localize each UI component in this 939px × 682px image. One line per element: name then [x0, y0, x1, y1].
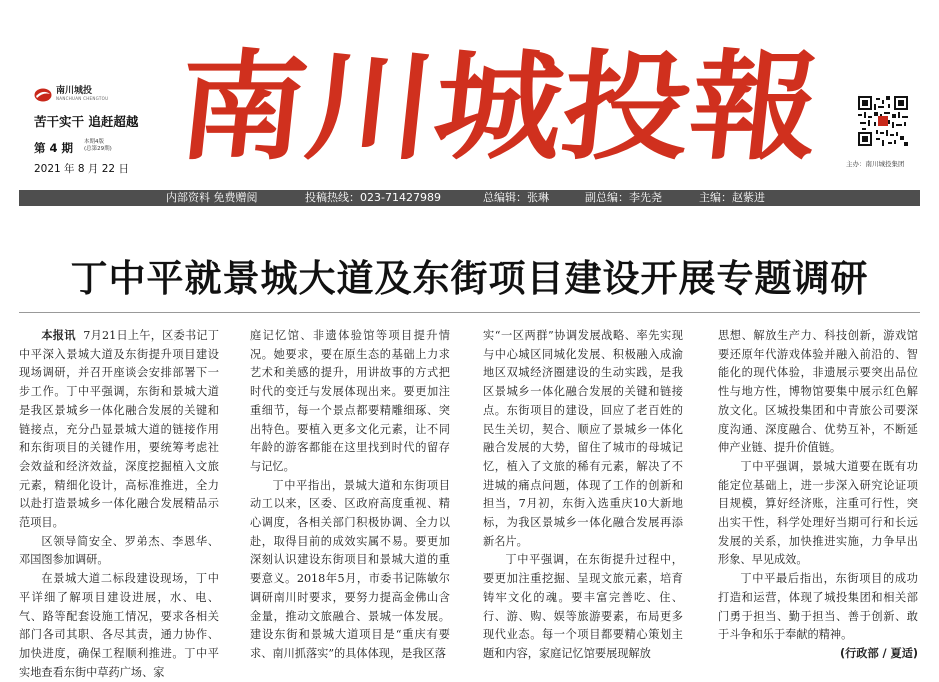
publisher-logo-subtext: NANCHUAN CHENGTOU: [56, 96, 109, 101]
qr-code: [858, 96, 908, 146]
masthead-title: 南川城投報: [171, 37, 777, 176]
info-hotline: 投稿热线：023-71427989: [305, 191, 441, 204]
issue-total: (总第29期): [84, 146, 112, 152]
article-column-2: [250, 327, 450, 667]
info-editor: 主编：赵紫进: [699, 191, 765, 204]
sponsor-label: 主办：南川城投集团: [846, 160, 905, 168]
paragraph-text: 7月21日上午，区委书记丁中平深入景城大道及东街提升项目建设现场调研，并召开座谈会安排部署下一步工作。丁中平强调，东街和景城大道是我区景城乡一体化融合发展的关键和链接点，充分凸显景城大道的链接作用和东街项目的关键作用，要统筹考虑社会效益和经济效益，深度挖掘植入文旅元素，精细化设计，高标准推进，全力以赴打造景城乡一体化融合发展精品示范项目。: [19, 329, 219, 530]
info-internal: 内部资料 免费赠阅: [166, 191, 258, 204]
issue-details: [84, 139, 112, 153]
info-chief-editor: 总编辑：张琳: [483, 191, 549, 204]
article-paragraph: 在景城大道二标段建设现场，丁中平详细了解项目建设进展，水、电、气、路等配套设施工情况，要求各相关部门各司其职、各尽其责，通力协作、加快进度，确保工程顺利推进。丁中平实地查看东街中草药广场、家: [19, 572, 219, 679]
article-paragraph: 丁中平强调，景城大道要在既有功能定位基础上，进一步深入研究论证项目规模，算好经济账，注重可行性，突出实干性，科学处理好当期可行和长远发展的关系，加快推进实施，力争早出形象、早见成效。: [718, 459, 918, 567]
article-column-4: [718, 327, 918, 667]
info-deputy-editor: 副总编：李先尧: [585, 191, 662, 204]
article-paragraph: 丁中平强调，在东街提升过程中，要更加注重挖掘、呈现文旅元素，培育铸牢文化的魂。要丰富完善吃、住、行、游、购、娱等旅游要素，布局更多现代业态。每一个项目都要精心策划主题和内容，家庭记忆馆要展现解放: [483, 553, 683, 660]
article-paragraph: 庭记忆馆、非遗体验馆等项目提升情况。她要求，要在原生态的基础上力求艺术和美感的提升，用讲故事的方式把时代的变迁与发展体现出来。要更加注重细节，每一个景点都要精雕细琢、突出特色。要植入更多文化元素，让不同年龄的游客都能在这里找到时代的留存与记忆。: [250, 329, 450, 473]
publisher-logo: [34, 86, 134, 102]
newspaper-masthead: [165, 37, 825, 178]
article-byline: (行政部 / 夏适): [839, 646, 918, 660]
headline-divider: [19, 312, 920, 313]
issue-number: 第 4 期: [34, 141, 74, 155]
article-paragraph: 思想、解放生产力、科技创新，游戏馆要还原年代游戏体验并融入前沿的、智能化的现代体验，非遗展示要突出品位性与地方性，博物馆要集中展示红色解放文化。区城投集团和中青旅公司要深度沟通、深度融合、优势互补，不断延伸产业链、提升价值链。: [718, 329, 918, 455]
info-bar: [19, 190, 920, 206]
article-headline: 丁中平就景城大道及东街项目建设开展专题调研: [70, 257, 869, 300]
article-paragraph: 实“一区两群”协调发展战略、率先实现与中心城区同城化发展、积极融入成渝地区双城经济圈建设的生动实践，是我区景城乡一体化融合发展的关键和链接点。东街项目的建设，回应了老百姓的民生关切，契合、顺应了景城乡一体化融合发展的大势，留住了城市的母城记忆，植入了文旅的稀有元素，解决了不进城的痛点问题，体现了工作的创新和担当，7月初，东街入选重庆10大新地标，为我区景城乡一体化融合发展再添新名片。: [483, 329, 683, 548]
article-column-1: [19, 327, 219, 679]
slogan: 苦干实干 追赶超越: [34, 114, 139, 129]
dateline: 本报讯: [41, 329, 76, 342]
publisher-logo-text: 南川城投: [56, 86, 93, 96]
issue-pages: 本期4版: [84, 139, 104, 145]
article-paragraph: 区领导简安全、罗弟杰、李恩华、邓国图参加调研。: [19, 534, 219, 567]
article-paragraph: 丁中平最后指出，东街项目的成功打造和运营，体现了城投集团和相关部门勇于担当、勤于担当、善于创新、敢于斗争和乐于奉献的精神。: [718, 572, 918, 642]
publisher-logo-icon: [34, 88, 52, 102]
article-paragraph: 丁中平指出，景城大道和东街项目动工以来，区委、区政府高度重视、精心调度，各相关部门积极协调、全力以赴，取得目前的成效实属不易。要更加深刻认识建设东街项目和景城大道的重要意义。2018年5月，市委书记陈敏尔调研南川时要求，要努力提高金佛山含金量，推动文旅融合、景城一体发展。建设东街和景城大道项目是“重庆有要求、南川抓落实”的具体体现，是我区落: [250, 478, 450, 660]
publish-date: 2021 年 8 月 22 日: [34, 163, 129, 175]
article-paragraph: [19, 327, 219, 533]
article-column-3: [483, 327, 683, 667]
